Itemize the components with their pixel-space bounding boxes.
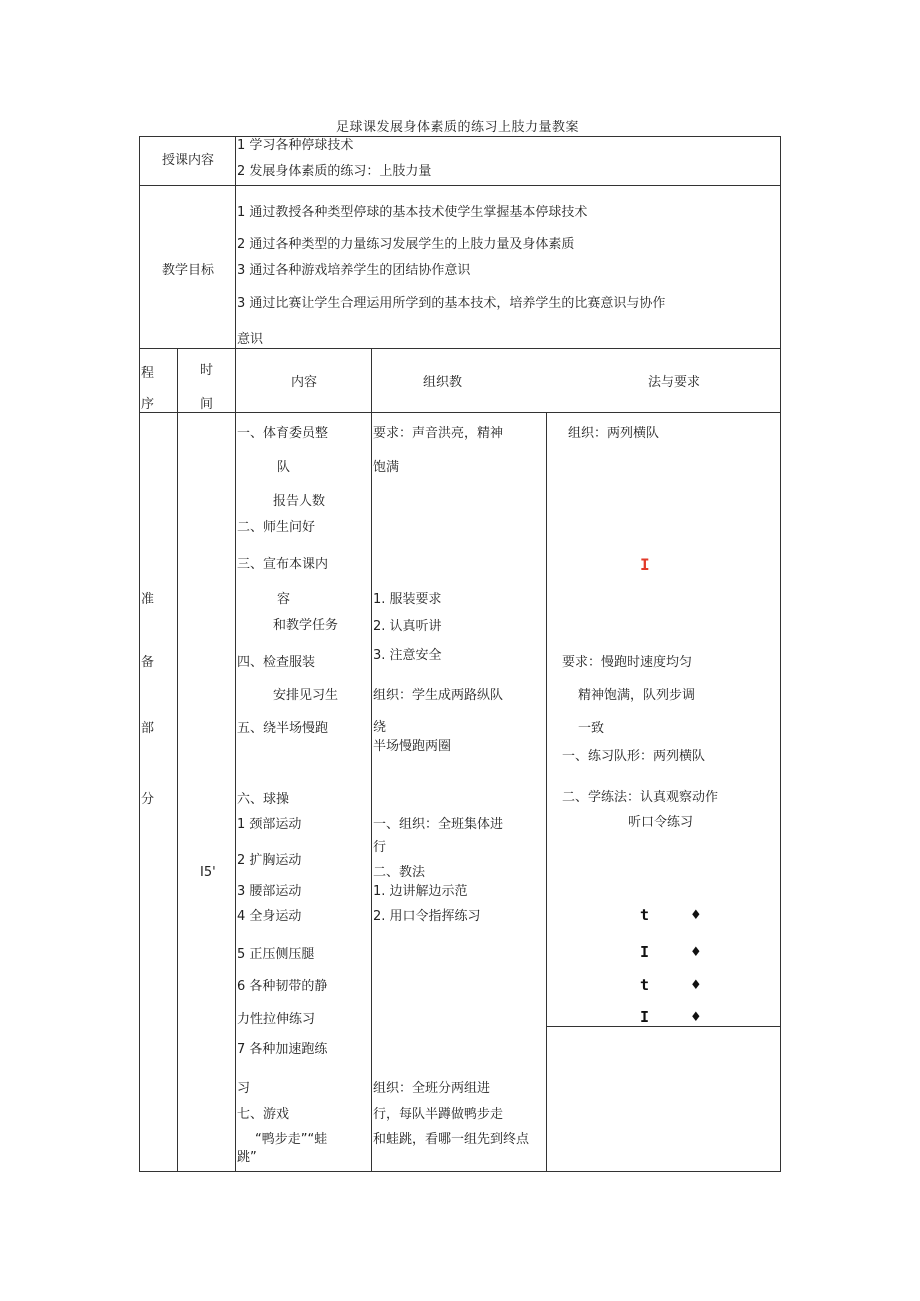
org-line: 行 bbox=[373, 840, 387, 855]
diamond-icon: ♦ bbox=[690, 978, 702, 993]
content-line: 和教学任务 bbox=[273, 618, 339, 633]
section-char-1: 准 bbox=[141, 592, 155, 607]
lesson-content-item-1: 1 学习各种停球技术 bbox=[237, 138, 354, 153]
student-marker-icon: t bbox=[640, 906, 650, 924]
content-line: 一、体育委员整 bbox=[237, 426, 329, 441]
org-line: 1. 边讲解边示范 bbox=[373, 884, 468, 899]
section-time: I5' bbox=[200, 865, 216, 880]
content-line: 力性拉伸练习 bbox=[237, 1012, 316, 1027]
header-method: 法与要求 bbox=[648, 375, 701, 390]
org-line: 二、教法 bbox=[373, 865, 426, 880]
header-proc-2: 序 bbox=[141, 397, 155, 412]
content-line: 二、师生问好 bbox=[237, 520, 316, 535]
content-line: 六、球操 bbox=[237, 792, 290, 807]
content-line: 五、绕半场慢跑 bbox=[237, 721, 329, 736]
header-time-2: 间 bbox=[200, 397, 214, 412]
content-line: 三、宣布本课内 bbox=[237, 557, 329, 572]
content-line: 2 扩胸运动 bbox=[237, 853, 302, 868]
section-char-3: 部 bbox=[141, 721, 155, 736]
method-line: 听口令练习 bbox=[628, 815, 694, 830]
content-line: 四、检查服装 bbox=[237, 655, 316, 670]
org-line: 一、组织：全班集体进 bbox=[373, 817, 504, 832]
teacher-marker-icon: I bbox=[640, 555, 650, 574]
org-line: 1. 服装要求 bbox=[373, 592, 442, 607]
teaching-goal-3: 3 通过各种游戏培养学生的团结协作意识 bbox=[237, 263, 471, 278]
org-line: 半场慢跑两圈 bbox=[373, 739, 452, 754]
method-line: 二、学练法：认真观察动作 bbox=[562, 790, 719, 805]
content-line: 7 各种加速跑练 bbox=[237, 1042, 328, 1057]
content-line: “鸭步走”“蛙 bbox=[255, 1132, 328, 1147]
section-char-4: 分 bbox=[141, 792, 155, 807]
student-marker-icon: I bbox=[640, 943, 650, 961]
lesson-content-item-2: 2 发展身体素质的练习：上肢力量 bbox=[237, 164, 432, 179]
header-time-1: 时 bbox=[200, 363, 214, 378]
org-line: 3. 注意安全 bbox=[373, 648, 442, 663]
org-line: 组织：学生成两路纵队 bbox=[373, 688, 504, 703]
lesson-content-label: 授课内容 bbox=[162, 153, 215, 168]
method-line: 要求：慢跑时速度均匀 bbox=[562, 655, 693, 670]
teaching-goal-4-cont: 意识 bbox=[237, 332, 264, 347]
content-line: 容 bbox=[277, 592, 291, 607]
header-org: 组织教 bbox=[423, 375, 463, 390]
teaching-goal-1: 1 通过教授各种类型停球的基本技术使学生掌握基本停球技术 bbox=[237, 205, 588, 220]
diamond-icon: ♦ bbox=[690, 945, 702, 960]
content-line: 3 腰部运动 bbox=[237, 884, 302, 899]
org-line: 组织：全班分两组进 bbox=[373, 1081, 491, 1096]
content-line: 跳” bbox=[237, 1150, 257, 1165]
method-line: 组织：两列横队 bbox=[568, 426, 660, 441]
content-line: 1 颈部运动 bbox=[237, 817, 302, 832]
page-title: 足球课发展身体素质的练习上肢力量教案 bbox=[336, 120, 580, 135]
content-line: 七、游戏 bbox=[237, 1107, 290, 1122]
org-line: 饱满 bbox=[373, 460, 400, 475]
org-line: 2. 认真听讲 bbox=[373, 619, 442, 634]
org-line: 绕 bbox=[373, 720, 387, 735]
content-line: 4 全身运动 bbox=[237, 909, 302, 924]
teaching-goal-2: 2 通过各种类型的力量练习发展学生的上肢力量及身体素质 bbox=[237, 237, 575, 252]
header-proc-1: 程 bbox=[141, 366, 155, 381]
section-char-2: 备 bbox=[141, 655, 155, 670]
header-content: 内容 bbox=[291, 375, 318, 390]
content-line: 安排见习生 bbox=[273, 688, 339, 703]
content-line: 习 bbox=[237, 1081, 251, 1096]
content-line: 报告人数 bbox=[273, 494, 326, 509]
method-line: 一、练习队形：两列横队 bbox=[562, 749, 706, 764]
student-marker-icon: I bbox=[640, 1008, 650, 1026]
student-marker-icon: t bbox=[640, 976, 650, 994]
content-line: 5 正压侧压腿 bbox=[237, 947, 315, 962]
method-line: 一致 bbox=[578, 721, 605, 736]
diamond-icon: ♦ bbox=[690, 908, 702, 923]
teaching-goal-4: 3 通过比赛让学生合理运用所学到的基本技术，培养学生的比赛意识与协作 bbox=[237, 296, 666, 311]
content-line: 6 各种韧带的静 bbox=[237, 979, 328, 994]
org-line: 2. 用口令指挥练习 bbox=[373, 909, 481, 924]
teaching-goals-label: 教学目标 bbox=[162, 263, 215, 278]
method-line: 精神饱满，队列步调 bbox=[578, 688, 696, 703]
diamond-icon: ♦ bbox=[690, 1010, 702, 1025]
org-line: 和蛙跳，看哪一组先到终点 bbox=[373, 1132, 530, 1147]
org-line: 要求：声音洪亮，精神 bbox=[373, 426, 504, 441]
org-line: 行，每队半蹲做鸭步走 bbox=[373, 1107, 504, 1122]
content-line: 队 bbox=[277, 460, 291, 475]
